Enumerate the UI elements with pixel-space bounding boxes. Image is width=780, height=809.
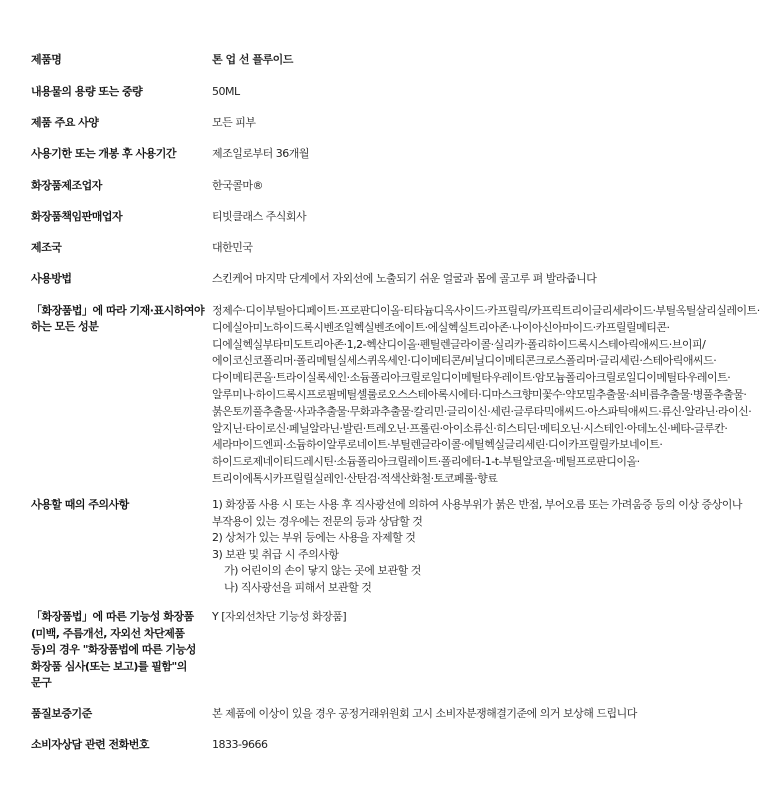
label-line: 화장품책임판매업자: [31, 210, 123, 223]
ingredient-line: 정제수·디이부틸아디페이트·프로판디이올·티타늄디옥사이드·카프릴릭/카프릭트리이글리세라이드·부틸옥틸살리실레이트·: [212, 304, 760, 317]
label-line: 제품명: [31, 53, 62, 66]
value-line: Y [자외선차단 기능성 화장품]: [212, 610, 347, 623]
ingredient-line: 알루미나·하이드록시프로필메틸셀룰로오스스테아록시에터·디마스크향미꽃수·약모밀추출물·쇠비름추출물·병풀추출물·: [212, 387, 747, 401]
label-line: 사용방법: [31, 272, 72, 285]
value-line: 1833-9666: [212, 738, 268, 751]
label-cautions: [31, 497, 196, 513]
value-expiry: [212, 146, 772, 162]
label-line: 제조국: [31, 241, 62, 254]
label-line: 「화장품법」에 따른 기능성 화장품: [31, 610, 194, 623]
label-volume: [31, 84, 196, 100]
label-line: 화장품 심사(또는 보고)를 필함"의: [31, 659, 187, 673]
value-line: 스킨케어 마지막 단계에서 자외선에 노출되기 쉬운 얼굴과 몸에 골고루 펴 발라줍니다: [212, 272, 597, 285]
label-manufacturer: [31, 178, 196, 194]
label-country: [31, 240, 196, 256]
value-line: 50ML: [212, 85, 240, 98]
value-country: [212, 240, 772, 256]
label-line: 등)의 경우 "화장품법에 따른 기능성: [31, 643, 196, 656]
value-phone: [212, 737, 772, 753]
value-usage: [212, 271, 772, 287]
ingredient-line: 에이코신코폴리머·폴리메틸실세스퀴옥세인·디이메티콘/비닐디이메티콘크로스폴리머·글리세린·스테아릭애씨드·: [212, 354, 717, 368]
ingredient-line: 디에실아미노하이드록시벤조일헥실벤조에이트·에실헥실트리아존·나이아신아마이드·카프릴릴메티콘·: [212, 320, 670, 334]
label-line: 소비자상담 관련 전화번호: [31, 738, 150, 751]
label-line: 하는 모든 성분: [31, 320, 99, 333]
caution-line: 부작용이 있는 경우에는 전문의 등과 상담할 것: [212, 514, 423, 528]
caution-line: 나) 직사광선을 피해서 보관할 것: [218, 580, 372, 594]
value-functional: [212, 609, 772, 625]
ingredient-line: 트리이에톡시카프릴릴실레인·산탄검·적색산화철·토코페롤·향료: [212, 471, 498, 485]
label-line: (미백, 주름개선, 자외선 차단제품: [31, 626, 185, 640]
ingredient-line: 하이드로제네이티드레시틴·소듐폴리아크릴레이트·폴리에터-1-t-부틸알코올·메틸프로판디이올·: [212, 455, 640, 469]
value-line: 한국콜마®: [212, 179, 264, 192]
label-line: 제품 주요 사양: [31, 116, 99, 129]
value-product-name: [212, 52, 772, 68]
label-line: 「화장품법」에 따라 기재·표시하여야: [31, 304, 205, 317]
value-quality: [212, 706, 772, 722]
caution-line: 2) 상처가 있는 부위 등에는 사용을 자제할 것: [212, 531, 416, 544]
label-functional: [31, 609, 196, 692]
label-line: 화장품제조업자: [31, 179, 102, 192]
label-line: 품질보증기준: [31, 707, 92, 720]
label-phone: [31, 737, 196, 753]
value-ingredients: [212, 303, 772, 488]
caution-line: 1) 화장품 사용 시 또는 사용 후 직사광선에 의하여 사용부위가 붉은 반점, 부어오름 또는 가려움증 등의 이상 증상이나: [212, 498, 743, 511]
label-line: 문구: [31, 676, 52, 689]
value-line: 모든 피부: [212, 116, 256, 129]
label-ingredients: [31, 303, 205, 335]
ingredient-line: 붉은토끼풀추출물·사과추출물·무화과추출물·칼리민·글리이신·세린·글루타믹애씨드·아스파틱애씨드·류신·알라닌·라이신·: [212, 404, 752, 418]
label-line: 사용할 때의 주의사항: [31, 498, 129, 511]
ingredient-line: 디에실헥실부타미도트리아존·1,2-헥산디이올·펜틸렌글라이콜·실리카·폴리하이드록시스테아릭애씨드·브이피/: [212, 337, 706, 351]
label-quality: [31, 706, 196, 722]
value-spec: [212, 115, 772, 131]
label-usage: [31, 271, 196, 287]
value-seller: [212, 209, 772, 225]
label-line: 내용물의 용량 또는 중량: [31, 85, 143, 98]
label-spec: [31, 115, 196, 131]
label-product-name: [31, 52, 196, 68]
caution-line: 3) 보관 및 취급 시 주의사항: [212, 547, 339, 561]
value-manufacturer: [212, 178, 772, 194]
value-volume: [212, 84, 772, 100]
value-line: 제조일로부터 36개월: [212, 147, 310, 160]
value-line: 톤 업 선 플루이드: [212, 53, 293, 66]
label-seller: [31, 209, 196, 225]
value-cautions: [212, 497, 772, 596]
label-line: 사용기한 또는 개봉 후 사용기간: [31, 147, 176, 160]
ingredient-line: 알지닌·타이로신·페닐알라닌·발린·트레오닌·프롤린·아이소류신·히스티딘·메티오닌·시스테인·아데노신·베타-글루칸·: [212, 421, 728, 435]
value-line: 대한민국: [212, 241, 253, 254]
value-line: 티빗클래스 주식회사: [212, 210, 307, 223]
value-line: 본 제품에 이상이 있을 경우 공정거래위원회 고시 소비자분쟁해결기준에 의거 보상해 드립니다: [212, 707, 637, 720]
ingredient-line: 세라마이드엔피·소듐하이알루로네이트·부틸렌글라이콜·에틸헥실글리세린·디이카프릴릴카보네이트·: [212, 438, 663, 452]
label-expiry: [31, 146, 196, 162]
ingredient-line: 다이메티콘올·트라이실록세인·소듐폴리아크릴로일디이메틸타우레이트·암모늄폴리아크릴로일디이메틸타우레이트·: [212, 371, 731, 385]
caution-line: 가) 어린이의 손이 닿지 않는 곳에 보관할 것: [218, 564, 421, 577]
